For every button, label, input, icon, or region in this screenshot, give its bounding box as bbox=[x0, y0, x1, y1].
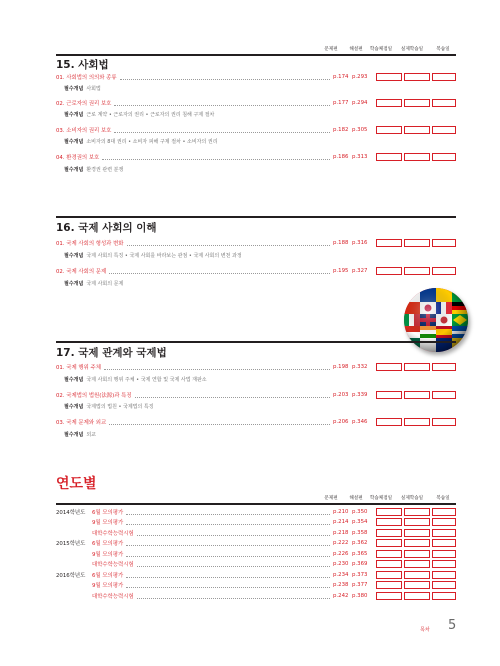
year-row[interactable] bbox=[56, 591, 456, 601]
dot-leader bbox=[137, 598, 330, 599]
plan-date-box[interactable] bbox=[376, 267, 402, 275]
dot-leader bbox=[137, 566, 330, 567]
col-header-actual-date: 실제학습일 bbox=[400, 47, 424, 52]
page-number: 5 bbox=[448, 618, 457, 633]
plan-date-box[interactable] bbox=[376, 99, 402, 107]
actual-date-box[interactable] bbox=[404, 581, 430, 589]
review-date-box[interactable] bbox=[432, 571, 456, 579]
key-concepts-items: 국제 사회의 문제 bbox=[86, 281, 124, 287]
checkboxes bbox=[376, 418, 456, 426]
topic-row[interactable] bbox=[56, 125, 456, 135]
actual-date-box[interactable] bbox=[404, 153, 430, 161]
year-row[interactable] bbox=[56, 528, 456, 538]
problem-page: p.210 bbox=[333, 509, 349, 515]
topic-title: 02. 국제 사회의 문제 bbox=[56, 269, 107, 275]
plan-date-box[interactable] bbox=[376, 571, 402, 579]
plan-date-box[interactable] bbox=[376, 73, 402, 81]
actual-date-box[interactable] bbox=[404, 508, 430, 516]
checkboxes bbox=[376, 508, 456, 516]
year-row[interactable] bbox=[56, 570, 456, 580]
key-concepts-label: 필수개념 bbox=[64, 86, 84, 92]
solution-page: p.294 bbox=[352, 100, 368, 106]
solution-page: p.369 bbox=[352, 561, 368, 567]
problem-page: p.182 bbox=[333, 127, 349, 133]
plan-date-box[interactable] bbox=[376, 592, 402, 600]
checkboxes bbox=[376, 571, 456, 579]
key-concepts-label: 필수개념 bbox=[64, 167, 84, 173]
key-concepts-label: 필수개념 bbox=[64, 404, 84, 410]
key-concepts bbox=[64, 280, 123, 287]
dot-leader bbox=[126, 556, 330, 557]
section-divider bbox=[56, 216, 456, 218]
key-concepts-label: 필수개념 bbox=[64, 253, 84, 259]
key-concepts-items: 외교 bbox=[86, 432, 96, 438]
by-year-title: 연도별 bbox=[56, 476, 97, 492]
col-header-actual-date: 실제학습일 bbox=[400, 496, 424, 501]
plan-date-box[interactable] bbox=[376, 560, 402, 568]
problem-page: p.230 bbox=[333, 561, 349, 567]
review-date-box[interactable] bbox=[432, 529, 456, 537]
key-concepts bbox=[64, 166, 123, 173]
col-header-plan-date: 학습체점일 bbox=[369, 47, 393, 52]
topic-row[interactable] bbox=[56, 390, 456, 400]
plan-date-box[interactable] bbox=[376, 126, 402, 134]
solution-page: p.316 bbox=[352, 240, 368, 246]
topic-title: 01. 사회법의 의의와 종류 bbox=[56, 75, 117, 81]
checkboxes bbox=[376, 239, 456, 247]
key-concepts-label: 필수개념 bbox=[64, 281, 84, 287]
problem-page: p.218 bbox=[333, 530, 349, 536]
exam-name: 9월 모의평가 bbox=[92, 520, 124, 526]
topic-title: 03. 국제 문제와 외교 bbox=[56, 420, 107, 426]
key-concepts-items: 소비자의 8대 권리 • 소비자 피해 구제 절차 • 소비자의 권리 bbox=[86, 139, 218, 145]
problem-page: p.222 bbox=[333, 540, 349, 546]
plan-date-box[interactable] bbox=[376, 153, 402, 161]
actual-date-box[interactable] bbox=[404, 518, 430, 526]
exam-name: 6월 모의평가 bbox=[92, 510, 124, 516]
section-title: 15. 사회법 bbox=[56, 59, 109, 71]
year-label: 2016학년도 bbox=[56, 573, 86, 579]
solution-page: p.377 bbox=[352, 582, 368, 588]
checkboxes bbox=[376, 529, 456, 537]
solution-page: p.350 bbox=[352, 509, 368, 515]
problem-page: p.242 bbox=[333, 593, 349, 599]
col-header-problems: 문제편 bbox=[324, 496, 338, 501]
section-title: 17. 국제 관계와 국제법 bbox=[56, 347, 167, 359]
actual-date-box[interactable] bbox=[404, 550, 430, 558]
solution-page: p.365 bbox=[352, 551, 368, 557]
key-concepts bbox=[64, 403, 154, 410]
actual-date-box[interactable] bbox=[404, 363, 430, 371]
actual-date-box[interactable] bbox=[404, 391, 430, 399]
topic-title: 01. 국제 사회의 형성과 변화 bbox=[56, 241, 124, 247]
topic-row[interactable] bbox=[56, 362, 456, 372]
exam-name: 6월 모의평가 bbox=[92, 541, 124, 547]
topic-row[interactable] bbox=[56, 152, 456, 162]
year-row[interactable] bbox=[56, 580, 456, 590]
actual-date-box[interactable] bbox=[404, 539, 430, 547]
solution-page: p.332 bbox=[352, 364, 368, 370]
actual-date-box[interactable] bbox=[404, 571, 430, 579]
solution-page: p.373 bbox=[352, 572, 368, 578]
key-concepts-items: 국제 사회의 행위 주체 • 국제 연합 및 국제 사법 재판소 bbox=[86, 377, 207, 383]
problem-page: p.206 bbox=[333, 419, 349, 425]
review-date-box[interactable] bbox=[432, 592, 456, 600]
topic-title: 01. 국제 행위 주체 bbox=[56, 365, 101, 371]
checkboxes bbox=[376, 391, 456, 399]
footer-label: 목차 bbox=[420, 627, 430, 633]
problem-page: p.234 bbox=[333, 572, 349, 578]
key-concepts-label: 필수개념 bbox=[64, 377, 84, 383]
exam-name: 6월 모의평가 bbox=[92, 573, 124, 579]
review-date-box[interactable] bbox=[432, 73, 456, 81]
section-divider bbox=[56, 341, 456, 343]
key-concepts-items: 국제 사회의 특징 • 국제 사회를 바라보는 관점 • 국제 사회의 변천 과정 bbox=[86, 253, 242, 259]
review-date-box[interactable] bbox=[432, 418, 456, 426]
plan-date-box[interactable] bbox=[376, 239, 402, 247]
topic-title: 04. 환경권의 보호 bbox=[56, 155, 100, 161]
topic-row[interactable] bbox=[56, 238, 456, 248]
year-label: 2014학년도 bbox=[56, 510, 86, 516]
col-header-solutions: 해설편 bbox=[349, 47, 363, 52]
solution-page: p.362 bbox=[352, 540, 368, 546]
actual-date-box[interactable] bbox=[404, 267, 430, 275]
dot-leader bbox=[102, 159, 330, 160]
key-concepts-items: 환경권 관련 분쟁 bbox=[86, 167, 124, 173]
plan-date-box[interactable] bbox=[376, 508, 402, 516]
key-concepts bbox=[64, 252, 242, 259]
actual-date-box[interactable] bbox=[404, 73, 430, 81]
exam-name: 9월 모의평가 bbox=[92, 552, 124, 558]
actual-date-box[interactable] bbox=[404, 99, 430, 107]
key-concepts-label: 필수개념 bbox=[64, 112, 84, 118]
solution-page: p.305 bbox=[352, 127, 368, 133]
dot-leader bbox=[126, 524, 330, 525]
review-date-box[interactable] bbox=[432, 99, 456, 107]
year-row[interactable] bbox=[56, 559, 456, 569]
checkboxes bbox=[376, 73, 456, 81]
problem-page: p.203 bbox=[333, 392, 349, 398]
actual-date-box[interactable] bbox=[404, 126, 430, 134]
plan-date-box[interactable] bbox=[376, 518, 402, 526]
problem-page: p.186 bbox=[333, 154, 349, 160]
year-row[interactable] bbox=[56, 507, 456, 517]
key-concepts-label: 필수개념 bbox=[64, 139, 84, 145]
dot-leader bbox=[109, 424, 330, 425]
review-date-box[interactable] bbox=[432, 391, 456, 399]
year-label: 2015학년도 bbox=[56, 541, 86, 547]
review-date-box[interactable] bbox=[432, 508, 456, 516]
plan-date-box[interactable] bbox=[376, 363, 402, 371]
topic-row[interactable] bbox=[56, 98, 456, 108]
review-date-box[interactable] bbox=[432, 539, 456, 547]
actual-date-box[interactable] bbox=[404, 560, 430, 568]
problem-page: p.195 bbox=[333, 268, 349, 274]
section-title: 16. 국제 사회의 이해 bbox=[56, 222, 157, 234]
review-date-box[interactable] bbox=[432, 518, 456, 526]
checkboxes bbox=[376, 592, 456, 600]
checkboxes bbox=[376, 550, 456, 558]
year-row[interactable] bbox=[56, 538, 456, 548]
dot-leader bbox=[126, 587, 330, 588]
problem-page: p.188 bbox=[333, 240, 349, 246]
dot-leader bbox=[114, 132, 330, 133]
review-date-box[interactable] bbox=[432, 239, 456, 247]
plan-date-box[interactable] bbox=[376, 418, 402, 426]
col-header-review-date: 복습일 bbox=[436, 496, 450, 501]
dot-leader bbox=[104, 369, 330, 370]
dot-leader bbox=[120, 79, 330, 80]
review-date-box[interactable] bbox=[432, 560, 456, 568]
plan-date-box[interactable] bbox=[376, 391, 402, 399]
solution-page: p.293 bbox=[352, 74, 368, 80]
problem-page: p.177 bbox=[333, 100, 349, 106]
dot-leader bbox=[126, 545, 330, 546]
col-header-solutions: 해설편 bbox=[349, 496, 363, 501]
topic-row[interactable] bbox=[56, 266, 456, 276]
exam-name: 대학수학능력시험 bbox=[92, 562, 134, 568]
topic-title: 03. 소비자의 권리 보호 bbox=[56, 128, 112, 134]
key-concepts bbox=[64, 85, 101, 92]
problem-page: p.238 bbox=[333, 582, 349, 588]
checkboxes bbox=[376, 560, 456, 568]
topic-row[interactable] bbox=[56, 417, 456, 427]
solution-page: p.380 bbox=[352, 593, 368, 599]
dot-leader bbox=[135, 397, 330, 398]
year-row[interactable] bbox=[56, 517, 456, 527]
dot-leader bbox=[126, 514, 330, 515]
key-concepts bbox=[64, 111, 214, 118]
topic-title: 02. 근로자의 권리 보호 bbox=[56, 101, 112, 107]
checkboxes bbox=[376, 518, 456, 526]
topic-title: 02. 국제법의 법원(法源)과 특징 bbox=[56, 393, 132, 399]
key-concepts-items: 국제법의 법원 • 국제법의 특징 bbox=[86, 404, 154, 410]
dot-leader bbox=[114, 105, 330, 106]
review-date-box[interactable] bbox=[432, 267, 456, 275]
exam-name: 대학수학능력시험 bbox=[92, 594, 134, 600]
problem-page: p.198 bbox=[333, 364, 349, 370]
dot-leader bbox=[126, 577, 330, 578]
dot-leader bbox=[109, 273, 330, 274]
review-date-box[interactable] bbox=[432, 363, 456, 371]
actual-date-box[interactable] bbox=[404, 529, 430, 537]
solution-page: p.354 bbox=[352, 519, 368, 525]
checkboxes bbox=[376, 99, 456, 107]
section-divider bbox=[56, 54, 456, 56]
actual-date-box[interactable] bbox=[404, 418, 430, 426]
col-header-problems: 문제편 bbox=[324, 47, 338, 52]
checkboxes bbox=[376, 581, 456, 589]
review-date-box[interactable] bbox=[432, 153, 456, 161]
key-concepts-label: 필수개념 bbox=[64, 432, 84, 438]
review-date-box[interactable] bbox=[432, 126, 456, 134]
checkboxes bbox=[376, 363, 456, 371]
review-date-box[interactable] bbox=[432, 550, 456, 558]
key-concepts-items: 근로 계약 • 근로자의 권리 • 근로자의 권리 침해 구제 절차 bbox=[86, 112, 215, 118]
plan-date-box[interactable] bbox=[376, 581, 402, 589]
section-divider bbox=[56, 503, 456, 505]
checkboxes bbox=[376, 153, 456, 161]
col-header-plan-date: 학습체점일 bbox=[369, 496, 393, 501]
solution-page: p.339 bbox=[352, 392, 368, 398]
actual-date-box[interactable] bbox=[404, 239, 430, 247]
dot-leader bbox=[127, 245, 330, 246]
topic-row[interactable] bbox=[56, 72, 456, 82]
checkboxes bbox=[376, 126, 456, 134]
problem-page: p.174 bbox=[333, 74, 349, 80]
problem-page: p.214 bbox=[333, 519, 349, 525]
year-row[interactable] bbox=[56, 549, 456, 559]
checkboxes bbox=[376, 539, 456, 547]
solution-page: p.313 bbox=[352, 154, 368, 160]
solution-page: p.358 bbox=[352, 530, 368, 536]
exam-name: 9월 모의평가 bbox=[92, 583, 124, 589]
key-concepts bbox=[64, 376, 207, 383]
exam-name: 대학수학능력시험 bbox=[92, 531, 134, 537]
checkboxes bbox=[376, 267, 456, 275]
plan-date-box[interactable] bbox=[376, 529, 402, 537]
review-date-box[interactable] bbox=[432, 581, 456, 589]
col-header-review-date: 복습일 bbox=[436, 47, 450, 52]
key-concepts bbox=[64, 138, 218, 145]
actual-date-box[interactable] bbox=[404, 592, 430, 600]
plan-date-box[interactable] bbox=[376, 550, 402, 558]
key-concepts bbox=[64, 431, 96, 438]
problem-page: p.226 bbox=[333, 551, 349, 557]
dot-leader bbox=[137, 535, 330, 536]
solution-page: p.327 bbox=[352, 268, 368, 274]
solution-page: p.346 bbox=[352, 419, 368, 425]
plan-date-box[interactable] bbox=[376, 539, 402, 547]
key-concepts-items: 사회법 bbox=[86, 86, 101, 92]
